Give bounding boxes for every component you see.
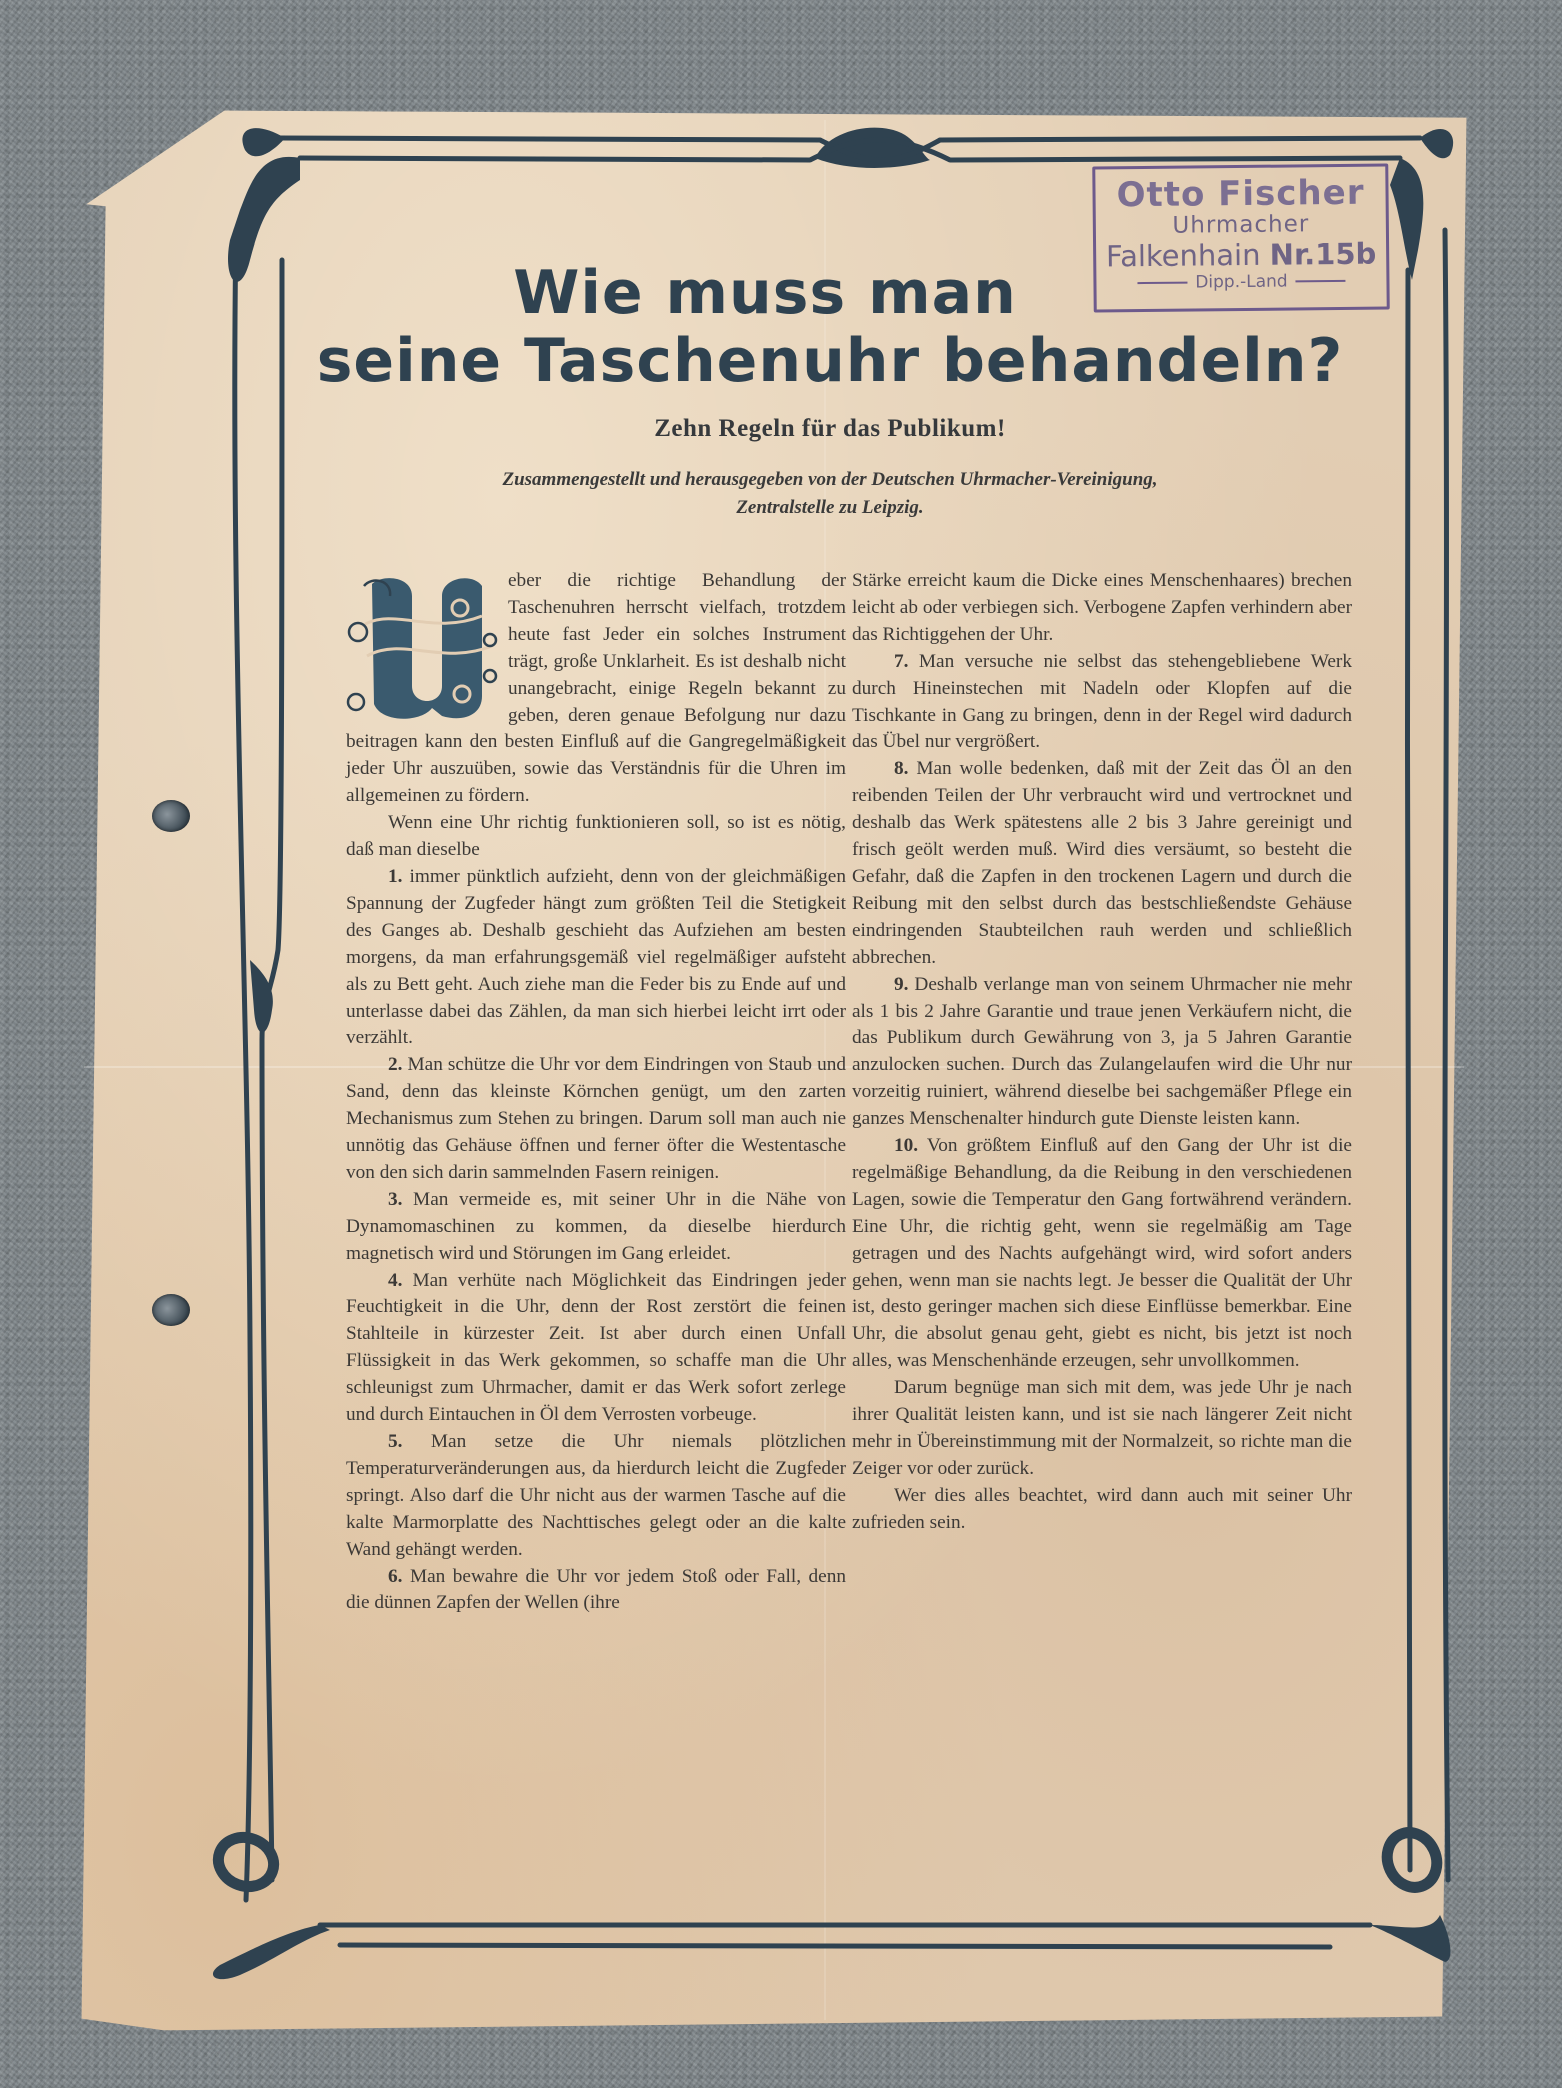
- rule-number: 3.: [388, 1188, 403, 1210]
- text-column-left: [346, 568, 846, 1617]
- stamp-place: Falkenhain: [1105, 237, 1261, 274]
- rule-text: Man wolle bedenken, daß mit der Zeit das Öl an den reibenden Teilen der Uhr verbraucht wird und vertrocknet und deshalb das Werk spätestens alle 2 bis 3 Jahre gereinigt und frisch geölt werden muß. Wird dies versäumt, so besteht die Gefahr, daß die Zapfen in den trockenen Lagern und durch die Reibung mit den selbst durch das bestschließendste Gehäuse eindringenden Staubteilchen rauh werden und schließlich abbrechen.: [852, 758, 1352, 968]
- rule-2: [346, 1052, 846, 1187]
- rule-4: [346, 1268, 846, 1429]
- rule-text: immer pünktlich aufzieht, denn von der gleichmäßigen Spannung der Zugfeder hängt zum größten Teil die Stetigkeit des Ganges ab. Deshalb geschieht das Aufziehen am besten morgens, da man erfahrungsgemäß viel regelmäßiger aufsteht als zu Bett geht. Auch ziehe man die Feder bis zu Ende auf und unterlasse dabei das Zählen, da man sich hierbei leicht irrt oder verzählt.: [346, 865, 846, 1049]
- rule-text: Man verhüte nach Möglichkeit das Eindringen jeder Feuchtigkeit in die Uhr, denn der Rost zerstört die feinen Stahlteile in kürzester Zeit. Ist aber durch einen Unfall Flüssigkeit in das Werk gekommen, so schaffe man die Uhr schleunigst zum Uhrmacher, damit er das Werk sofort zerlege und durch Eintauchen in Öl dem Verrosten vorbeuge.: [346, 1269, 847, 1426]
- stamp-house-number: Nr.15b: [1269, 236, 1377, 272]
- byline: [300, 466, 1360, 522]
- rule-text: Man vermeide es, mit seiner Uhr in die Nähe von Dynamomaschinen zu kommen, da dieselbe hierdurch magnetisch wird und Störungen im Gang erleidet.: [346, 1188, 846, 1264]
- closing-paragraph-1: Darum begnüge man sich mit dem, was jede Uhr je nach ihrer Qualität leisten kann, und ist sie nach längerer Zeit nicht mehr in Übereinstimmung mit der Normalzeit, so richte man die Zeiger vor oder zurück.: [852, 1377, 1352, 1479]
- rule-number: 4.: [388, 1269, 403, 1291]
- rule-text: Man setze die Uhr niemals plötzlichen Temperaturveränderungen aus, da hierdurch leicht die Zugfeder springt. Also darf die Uhr nicht aus der warmen Tasche auf die kalte Marmorplatte des Nachttisches gelegt oder an die kalte Wand gehängt werden.: [346, 1431, 847, 1560]
- rule-6-continued: Stärke erreicht kaum die Dicke eines Menschenhaares) brechen leicht ab oder verbiegen sich. Verbogene Zapfen verhindern aber das Richtiggehen der Uhr.: [852, 570, 1352, 645]
- rule-3: [346, 1187, 846, 1268]
- intro-paragraph: [346, 568, 846, 810]
- rule-6-start: [346, 1564, 846, 1618]
- initial-letter: U: [382, 692, 383, 693]
- byline-line-2: Zentralstelle zu Leipzig.: [736, 497, 924, 518]
- rule-number: 2.: [388, 1054, 403, 1076]
- rule-9: [852, 972, 1352, 1133]
- rule-text: Man versuche nie selbst das stehengebliebene Werk durch Hineinstechen mit Nadeln oder Klopfen auf die Tischkante in Gang zu bringen, denn in der Regel wird dadurch das Übel nur vergrößert.: [852, 650, 1352, 753]
- rule-number: 5.: [388, 1431, 403, 1452]
- rule-number: 1.: [388, 865, 403, 887]
- subtitle: Zehn Regeln für das Publikum!: [654, 415, 1006, 442]
- rule-text: Man schütze die Uhr vor dem Eindringen von Staub und Sand, denn das kleinste Körnchen genügt, um den zarten Mechanismus zum Stehen zu bringen. Darum soll man auch nie unnötig das Gehäuse öffnen und ferner öfter die Westentasche von den sich darin sammelnden Fasern reinigen.: [346, 1054, 847, 1183]
- lead-in-paragraph: Wenn eine Uhr richtig funktionieren soll, so ist es nötig, daß man dieselbe: [346, 812, 846, 861]
- rule-number: 7.: [894, 650, 909, 672]
- rule-7: [852, 649, 1352, 757]
- decorated-initial-u-icon: [342, 566, 500, 726]
- rule-number: 8.: [894, 758, 909, 780]
- intro-text: eber die richtige Behandlung der Taschenuhren herrscht vielfach, trotzdem heute fast Jeder ein solches Instrument trägt, große Unklarheit. Es ist deshalb nicht unangebracht, einige Regeln bekannt zu geben, deren genaue Befolgung nur dazu beitragen kann den besten Einfluß auf die Gangregelmäßigkeit jeder Uhr auszuüben, sowie das Verständnis für die Uhren im allgemeinen zu fördern.: [346, 570, 846, 807]
- rule-10: [852, 1133, 1352, 1375]
- stamp-name: Otto Fischer: [1116, 172, 1365, 216]
- stamp-region: Dipp.-Land: [1195, 271, 1288, 293]
- rule-number: 9.: [894, 973, 909, 995]
- rule-number: 10.: [894, 1135, 919, 1157]
- rule-8: [852, 756, 1352, 971]
- punch-hole-bottom: [152, 1294, 190, 1326]
- rule-text: Deshalb verlange man von seinem Uhrmacher nie mehr als 1 bis 2 Jahre Garantie und traue jenen Verkäufern nicht, die das Publikum durch Gewährung von 3, ja 5 Jahren Garantie anzulocken suchen. Durch das Zulangelaufen wird die Uhr nur vorzeitig ruiniert, während dieselbe bei sachgemäßer Pflege ein ganzes Menschenalter hindurch gute Dienste leisten kann.: [852, 973, 1352, 1130]
- title-line-1: Wie muss man: [513, 258, 1017, 328]
- title-line-2: seine Taschenuhr behandeln?: [316, 326, 1344, 396]
- closing-paragraph-2: Wer dies alles beachtet, wird dann auch mit seiner Uhr zufrieden sein.: [852, 1484, 1352, 1533]
- punch-hole-top: [152, 800, 190, 832]
- rule-1: [346, 864, 846, 1052]
- initial-ornament: [342, 566, 500, 726]
- byline-line-1: Zusammengestellt und herausgegeben von der Deutschen Uhrmacher-Vereinigung,: [502, 469, 1158, 490]
- rule-number: 6.: [388, 1565, 403, 1587]
- stamp-profession: Uhrmacher: [1172, 211, 1310, 239]
- text-column-right: [852, 568, 1352, 1537]
- rule-text: Man bewahre die Uhr vor jedem Stoß oder Fall, denn die dünnen Zapfen der Wellen (ihre: [346, 1565, 846, 1614]
- rule-text: Von größtem Einfluß auf den Gang der Uhr ist die regelmäßige Behandlung, da die Reibung in den verschiedenen Lagen, sowie die Temperatur den Gang fortwährend verändern. Eine Uhr, die richtig geht, wenn sie regelmäßig am Tage getragen und des Nachts aufgehängt wird, wird sofort anders gehen, wenn man sie nachts legt. Je besser die Qualität der Uhr ist, desto geringer machen sich diese Einflüsse bemerkbar. Eine Uhr, die absolut genau geht, giebt es nicht, bis jetzt ist noch alles, was Menschenhände erzeugen, sehr unvollkommen.: [852, 1135, 1352, 1372]
- rule-5: [346, 1429, 846, 1564]
